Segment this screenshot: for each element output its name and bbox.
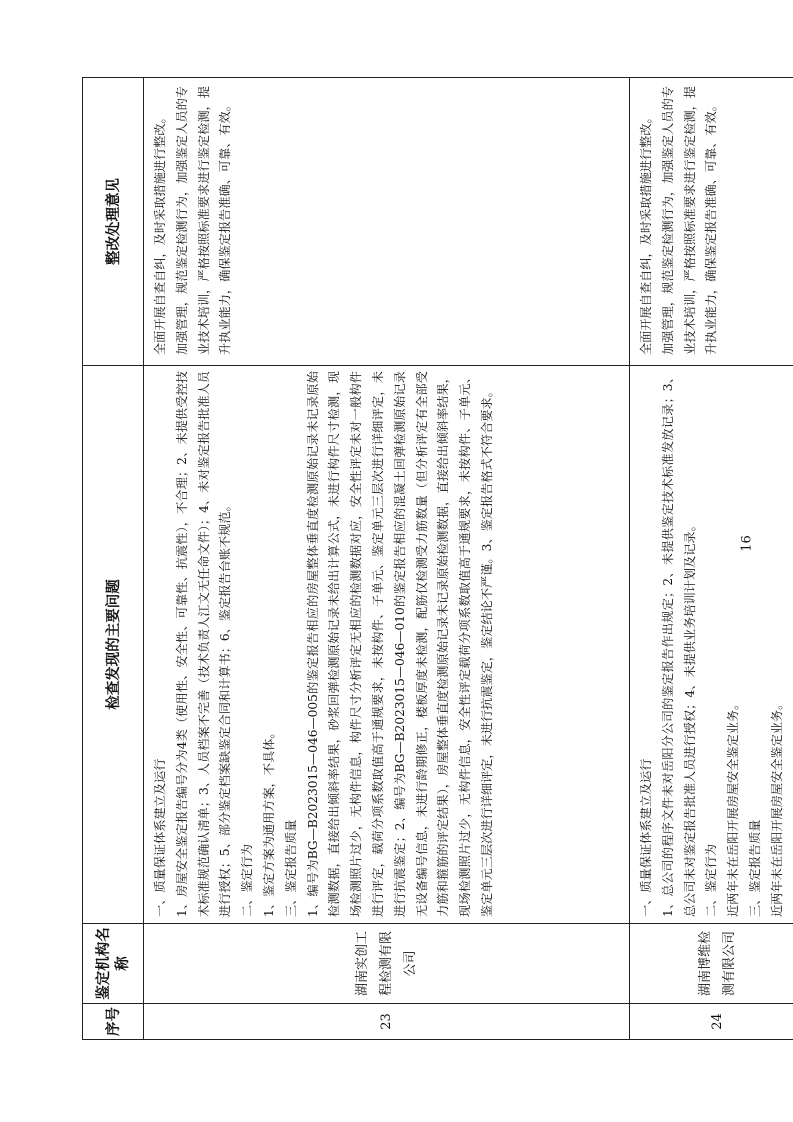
table-header-row [83, 78, 144, 1040]
issue-heading: 三、鉴定报告质量 [283, 819, 298, 917]
issue-text: 1、总公司的程序文件未对岳阳分公司的鉴定报告作出规定；2、未提供鉴定技术标准发放记录；3、总公司未对鉴定报告批准人员进行授权；4、未提供业务培训计划及记录。 [660, 371, 697, 917]
opinion-cell [630, 78, 793, 366]
opinion-text: 全面开展自查自纠，及时采取措施进行整改。 [153, 111, 167, 355]
page-number: 16 [739, 535, 755, 552]
row-number: 23 [144, 1004, 630, 1040]
issue-text: 近两年未在岳阳开展房屋安全鉴定业务。 [726, 697, 741, 917]
opinion-text: 加强管理，规范鉴定检测行为，加强鉴定人员的专业技术培训，严格按照标准要求进行鉴定检测，提升执业能力，确保鉴定报告准确、可靠、有效。 [660, 86, 719, 355]
inspection-table [82, 77, 793, 1040]
org-name: 湖南实创工程检测有限公司 [144, 924, 630, 1004]
issue-text: 1、编号为BG—B2023015—046—005的鉴定报告相应的房屋整体垂直度检测原始记录未记录原始检测数据，直接给出倾斜率结果，砂浆回弹检测原始记录未给出计算公式，未进行构件尺寸检测，现场检测照片过少，无构件信息，构件尺寸分析评定无相应的检测数据对应，安全性评定未对一般构件进行评定，载荷分项系数取值高于通规要求，未按构件、子单元、鉴定单元三层次进行详细评定，未进行抗震鉴定；2、编号为BG—B2023015—046—010的鉴定报告相应的混凝土回弹检测原始记录无设备编号信息，未进行龄期修正，楼板厚度未检测，配筋仅检测受力筋数量（但分析评定有全部受力筋和箍筋的评定结果），房屋整体垂直度检测原始记录未记录原始检测数据，直接给出倾斜率结果，现场检测照片过少，无构件信息，安全性评定载荷分项系数取值高于通规要求，未按构件、子单元、鉴定单元三层次进行详细评定，未进行抗震鉴定，鉴定结论不严谨。3、鉴定报告格式不符合要求。 [305, 371, 494, 917]
row-number: 24 [630, 1004, 793, 1040]
issue-heading: 一、质量保证体系建立及运行 [153, 758, 167, 917]
issue-text: 1、房屋安全鉴定报告编号分为4类（使用性、安全性、可靠性、抗震性），不合理；2、未提供受控技术标准规范确认清单；3、人员档案不完善（技术负责人江文无任命文件）；4、未对鉴定报告批准人员进行授权；5、部分鉴定档案缺鉴定合同和计算书；6、鉴定报告台账不规范。 [174, 371, 233, 917]
header-no: 序号 [83, 1004, 144, 1040]
issue-text: 近两年未在岳阳开展房屋安全鉴定业务。 [769, 697, 784, 917]
issues-cell [144, 366, 630, 924]
opinion-text: 全面开展自查自纠，及时采取措施进行整改。 [639, 111, 653, 355]
issue-text: 1、鉴定方案为通用方案，不具体。 [261, 726, 276, 917]
issue-heading: 二、鉴定行为 [240, 843, 255, 917]
table-row [630, 78, 793, 1040]
issues-cell [630, 366, 793, 924]
issue-heading: 三、鉴定报告质量 [747, 819, 762, 917]
header-issues: 检查发现的主要问题 [83, 366, 144, 924]
issue-heading: 二、鉴定行为 [704, 843, 719, 917]
header-opinion: 整改处理意见 [83, 78, 144, 366]
opinion-text: 加强管理，规范鉴定检测行为，加强鉴定人员的专业技术培训，严格按照标准要求进行鉴定检测，提升执业能力，确保鉴定报告准确、可靠、有效。 [174, 86, 233, 355]
table-row [144, 78, 630, 1040]
header-org: 鉴定机构名称 [83, 924, 144, 1004]
org-name: 湖南博维检测有限公司 [630, 924, 793, 1004]
opinion-cell [144, 78, 630, 366]
issue-heading: 一、质量保证体系建立及运行 [639, 758, 653, 917]
